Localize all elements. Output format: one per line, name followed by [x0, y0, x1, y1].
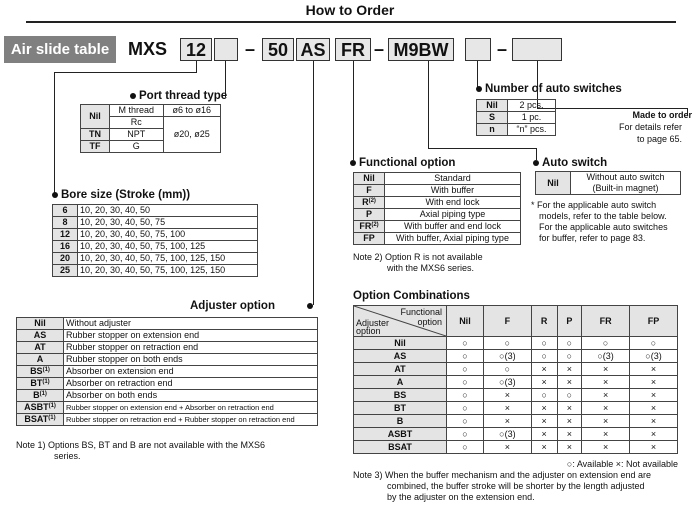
sup-text: (1) [39, 391, 47, 397]
table-row [354, 233, 521, 245]
table-row [354, 221, 521, 233]
combo-cell: × [582, 376, 630, 389]
combo-cell: × [531, 363, 557, 376]
combo-cell: × [483, 441, 531, 454]
functional-leader [353, 61, 354, 160]
table-row [17, 390, 318, 402]
combo-cell: × [630, 402, 678, 415]
combo-cell: × [582, 441, 630, 454]
bore-cell: 20 [53, 253, 78, 265]
title-underline [26, 21, 676, 23]
bullet-icon [533, 160, 539, 166]
made-to-order-label: Made to order [632, 110, 692, 120]
port-thread-cell: M thread [110, 105, 164, 117]
func-code-cell [354, 197, 385, 209]
bullet-icon [350, 160, 356, 166]
adjuster-code-cell [17, 390, 64, 402]
stroke-cell: 10, 20, 30, 40, 50, 75, 100, 125, 150 [78, 265, 258, 277]
adjuster-note-2: series. [54, 451, 81, 461]
func-code-cell [354, 221, 385, 233]
table-row [17, 402, 318, 414]
adjuster-desc-cell: Absorber on extension end [64, 366, 318, 378]
port-thread-table [80, 104, 221, 153]
num-switches-table [476, 99, 556, 136]
row-label: BSAT [354, 441, 447, 454]
made-to-order-code-box [512, 38, 562, 61]
switch-code-box: M9BW [388, 38, 454, 61]
table-row [477, 112, 556, 124]
adjuster-leader [313, 61, 314, 305]
adjuster-code-cell [17, 342, 64, 354]
dash-3: – [497, 39, 508, 59]
table-row [17, 414, 318, 426]
adjuster-desc-cell: Rubber stopper on retraction end [64, 342, 318, 354]
functional-note-2: with the MXS6 series. [387, 263, 475, 273]
func-desc-cell: With end lock [385, 197, 521, 209]
combo-cell: × [557, 363, 582, 376]
code-text: A [36, 354, 44, 364]
bullet-icon [307, 303, 313, 309]
product-label: Air slide table [4, 36, 116, 63]
combo-cell: ○(3) [630, 350, 678, 363]
combo-note-2: combined, the buffer stroke will be shorter by the length adjusted [387, 481, 645, 491]
num-switches-heading-text: Number of auto switches [485, 83, 622, 95]
combo-cell: × [557, 415, 582, 428]
dash-2: – [374, 39, 385, 59]
combo-cell: × [531, 376, 557, 389]
func-desc-cell: With buffer and end lock [385, 221, 521, 233]
table-row [354, 415, 678, 428]
functional-code-box: FR [335, 38, 371, 61]
table-row [17, 330, 318, 342]
combo-note-1: Note 3) When the buffer mechanism and the adjuster on extension end are [353, 470, 652, 480]
combo-cell: × [531, 428, 557, 441]
combo-cell: ○ [447, 350, 484, 363]
adjuster-heading [190, 300, 316, 312]
note-line: For the applicable auto switches [539, 222, 668, 232]
switch-leader-v [428, 61, 429, 149]
combo-cell: ○(3) [483, 350, 531, 363]
combo-cell: ○ [557, 389, 582, 402]
bore-cell: 6 [53, 205, 78, 217]
code-text: BS [30, 366, 43, 376]
port-thread-heading [130, 90, 227, 102]
table-row [354, 428, 678, 441]
note-line: * For the applicable auto switch [531, 200, 657, 210]
bore-leader-v [54, 72, 55, 194]
code-text: BT [30, 378, 43, 388]
func-desc-cell: With buffer, Axial piping type [385, 233, 521, 245]
table-row [81, 105, 221, 117]
auto-switch-heading [533, 157, 607, 169]
table-row [536, 172, 681, 195]
table-row [354, 441, 678, 454]
note-label: Note 1) [16, 440, 46, 450]
column-header: R [531, 306, 557, 337]
combo-cell: × [582, 402, 630, 415]
code-text: AS [33, 330, 47, 340]
combo-cell: ○ [557, 337, 582, 350]
bore-cell: 8 [53, 217, 78, 229]
code-text: P [365, 209, 372, 219]
port-thread-cell: Rc [110, 117, 164, 129]
num-code-cell: n [477, 124, 508, 136]
combo-cell: ○ [582, 337, 630, 350]
row-label: B [354, 415, 447, 428]
column-header: FP [630, 306, 678, 337]
sup-text: (2) [371, 222, 379, 228]
code-text: Nil [363, 173, 375, 183]
mto-details-1: For details refer [618, 122, 682, 132]
option-combinations-table [353, 305, 678, 454]
row-label: A [354, 376, 447, 389]
adjuster-code-cell [17, 318, 64, 330]
auto-switch-heading-text: Auto switch [542, 157, 608, 169]
column-header: FR [582, 306, 630, 337]
combo-cell: ○ [483, 363, 531, 376]
functional-heading-text: Functional option [359, 157, 456, 169]
sup-text: (2) [368, 198, 376, 204]
port-thread-cell: G [110, 141, 164, 153]
port-code-cell: TN [81, 129, 110, 141]
combo-cell: ○ [531, 337, 557, 350]
table-row [53, 241, 258, 253]
code-text: Nil [34, 318, 46, 328]
functional-heading [350, 157, 455, 169]
functional-table [353, 172, 521, 245]
bore-code-box: 12 [180, 38, 212, 61]
table-row [17, 318, 318, 330]
combo-cell: ○ [447, 415, 484, 428]
table-row [53, 217, 258, 229]
combo-cell: × [557, 428, 582, 441]
code-text: FP [363, 233, 375, 243]
corner-left-text: Adjuster [356, 318, 390, 328]
sup-text: (1) [48, 403, 56, 409]
bullet-icon [130, 93, 136, 99]
bullet-icon [52, 192, 58, 198]
table-row [17, 354, 318, 366]
num-desc-cell: 1 pc. [508, 112, 556, 124]
adjuster-code-cell [17, 402, 64, 414]
num-desc-cell: 2 pcs. [508, 100, 556, 112]
adjuster-code-cell [17, 414, 64, 426]
bore-leader-up [196, 61, 197, 73]
functional-note-1: Note 2) Option R is not available [353, 252, 483, 262]
adjuster-desc-cell: Rubber stopper on both ends [64, 354, 318, 366]
note-text: For the applicable auto switch [537, 200, 657, 210]
table-row [354, 197, 521, 209]
sup-text: (1) [48, 415, 56, 421]
func-desc-cell: Standard [385, 173, 521, 185]
bore-size-table [52, 204, 258, 277]
adjuster-desc-cell: Rubber stopper on retraction end + Rubber stopper on retraction end [64, 414, 318, 426]
adjuster-code-cell [17, 366, 64, 378]
table-row [477, 100, 556, 112]
combo-cell: ○ [483, 337, 531, 350]
column-header: Nil [447, 306, 484, 337]
combo-cell: ○(3) [483, 428, 531, 441]
row-label: BS [354, 389, 447, 402]
adjuster-desc-cell: Rubber stopper on extension end + Absorber on retraction end [64, 402, 318, 414]
combo-cell: ○ [531, 389, 557, 402]
combo-cell: × [630, 415, 678, 428]
stroke-cell: 10, 20, 30, 40, 50, 75, 100 [78, 229, 258, 241]
table-row [17, 366, 318, 378]
combo-cell: ○ [447, 389, 484, 402]
adjuster-heading-text: Adjuster option [190, 300, 275, 312]
sup-text: (1) [42, 367, 50, 373]
auto-switch-table [535, 171, 681, 195]
row-label: AT [354, 363, 447, 376]
num-switch-code-box [465, 38, 491, 61]
func-code-cell [354, 209, 385, 221]
switch-leader-h [428, 148, 536, 149]
combo-cell: ○ [531, 350, 557, 363]
stroke-cell: 10, 20, 30, 40, 50, 75, 100, 125 [78, 241, 258, 253]
bore-cell: 25 [53, 265, 78, 277]
corner-mid-text: option [417, 317, 442, 327]
stroke-cell: 10, 20, 30, 40, 50 [78, 205, 258, 217]
adjuster-table [16, 317, 318, 426]
code-text: AT [34, 342, 46, 352]
combo-note-3: by the adjuster on the extension end. [387, 492, 535, 502]
combo-cell: × [531, 415, 557, 428]
table-row [354, 185, 521, 197]
func-desc-cell: With buffer [385, 185, 521, 197]
combo-cell: × [630, 389, 678, 402]
adjuster-code-cell [17, 330, 64, 342]
func-code-cell [354, 233, 385, 245]
table-row [354, 363, 678, 376]
corner-top-text: Functional [400, 307, 442, 317]
port-thread-cell: NPT [110, 129, 164, 141]
port-code-cell: TF [81, 141, 110, 153]
func-code-cell [354, 185, 385, 197]
corner-left2-text: option [356, 326, 381, 336]
code-text: F [366, 185, 372, 195]
stroke-code-box: 50 [262, 38, 294, 61]
code-text: R [362, 197, 369, 207]
combo-cell: ○ [447, 441, 484, 454]
mto-leader-h [537, 108, 687, 109]
combo-cell: ○(3) [582, 350, 630, 363]
note-text: Options BS, BT and B are not available with the MXS6 [48, 440, 265, 450]
combo-cell: × [483, 389, 531, 402]
code-text: BSAT [24, 414, 49, 424]
num-code-cell: S [477, 112, 508, 124]
combo-cell: ○ [447, 376, 484, 389]
table-row [354, 402, 678, 415]
stroke-cell: 10, 20, 30, 40, 50, 75, 100, 125, 150 [78, 253, 258, 265]
adjuster-code-box: AS [296, 38, 330, 61]
row-label: BT [354, 402, 447, 415]
code-text: ASBT [24, 402, 49, 412]
num-switches-heading [476, 83, 622, 95]
adjuster-note [16, 440, 265, 451]
mto-details-2: to page 65. [636, 134, 682, 144]
table-row [53, 265, 258, 277]
code-text: B [33, 390, 40, 400]
combo-cell: × [531, 441, 557, 454]
port-size-cell: ø20, ø25 [163, 117, 220, 153]
series-code: MXS [128, 39, 168, 59]
combo-cell: × [483, 415, 531, 428]
dash-1: – [245, 39, 256, 59]
func-desc-cell: Axial piping type [385, 209, 521, 221]
combo-cell: × [557, 441, 582, 454]
switch-desc-line: (Built-in magnet) [592, 183, 659, 193]
note-line: for buffer, refer to page 83. [539, 233, 646, 243]
bore-leader-h [54, 72, 196, 73]
adjuster-desc-cell: Absorber on retraction end [64, 378, 318, 390]
table-row [477, 124, 556, 136]
adjuster-code-cell [17, 354, 64, 366]
table-row [53, 229, 258, 241]
table-row [53, 253, 258, 265]
table-row [354, 337, 678, 350]
combo-cell: × [582, 389, 630, 402]
port-thread-heading-text: Port thread type [139, 90, 228, 102]
combo-cell: ○ [447, 402, 484, 415]
table-row [17, 342, 318, 354]
adjuster-desc-cell: Without adjuster [64, 318, 318, 330]
table-row [354, 389, 678, 402]
combo-cell: × [531, 402, 557, 415]
combo-cell: × [557, 402, 582, 415]
combo-cell: × [630, 363, 678, 376]
adjuster-code-cell [17, 378, 64, 390]
bore-size-heading [52, 189, 190, 201]
combo-cell: ○ [447, 337, 484, 350]
bore-size-heading-text: Bore size (Stroke (mm)) [61, 189, 191, 201]
auto-switch-note [531, 200, 700, 244]
table-row [354, 376, 678, 389]
combo-cell: × [483, 402, 531, 415]
combo-cell: ○ [447, 428, 484, 441]
port-code-nil: Nil [81, 105, 110, 129]
num-code-cell: Nil [477, 100, 508, 112]
combo-cell: ○(3) [483, 376, 531, 389]
row-label: ASBT [354, 428, 447, 441]
table-row [354, 306, 678, 337]
combo-cell: × [630, 441, 678, 454]
combo-cell: ○ [447, 363, 484, 376]
table-row [53, 205, 258, 217]
table-row [17, 378, 318, 390]
port-thread-code-box [214, 38, 238, 61]
port-size-cell: ø6 to ø16 [163, 105, 220, 117]
switch-code-cell: Nil [536, 172, 571, 195]
page-title: How to Order [305, 2, 395, 18]
option-combinations-heading: Option Combinations [353, 290, 470, 302]
corner-cell [354, 306, 447, 337]
note-line: models, refer to the table below. [539, 211, 667, 221]
bullet-icon [476, 86, 482, 92]
bore-cell: 12 [53, 229, 78, 241]
combo-legend: ○: Available ×: Not available [566, 459, 678, 469]
table-row [354, 350, 678, 363]
code-text: FR [359, 221, 372, 231]
table-row [354, 173, 521, 185]
row-label: AS [354, 350, 447, 363]
sup-text: (1) [42, 379, 50, 385]
switch-desc-cell [571, 172, 681, 195]
combo-cell: ○ [557, 350, 582, 363]
num-desc-cell: “n” pcs. [508, 124, 556, 136]
table-row [354, 209, 521, 221]
adjuster-desc-cell: Absorber on both ends [64, 390, 318, 402]
combo-cell: × [630, 428, 678, 441]
column-header: P [557, 306, 582, 337]
combo-cell: × [557, 376, 582, 389]
row-label: Nil [354, 337, 447, 350]
switch-desc-line: Without auto switch [586, 172, 665, 182]
bore-cell: 16 [53, 241, 78, 253]
adjuster-desc-cell: Rubber stopper on extension end [64, 330, 318, 342]
combo-cell: × [582, 415, 630, 428]
combo-cell: × [582, 428, 630, 441]
column-header: F [483, 306, 531, 337]
combo-cell: ○ [630, 337, 678, 350]
combo-cell: × [582, 363, 630, 376]
combo-cell: × [630, 376, 678, 389]
func-code-cell [354, 173, 385, 185]
stroke-cell: 10, 20, 30, 40, 50, 75 [78, 217, 258, 229]
